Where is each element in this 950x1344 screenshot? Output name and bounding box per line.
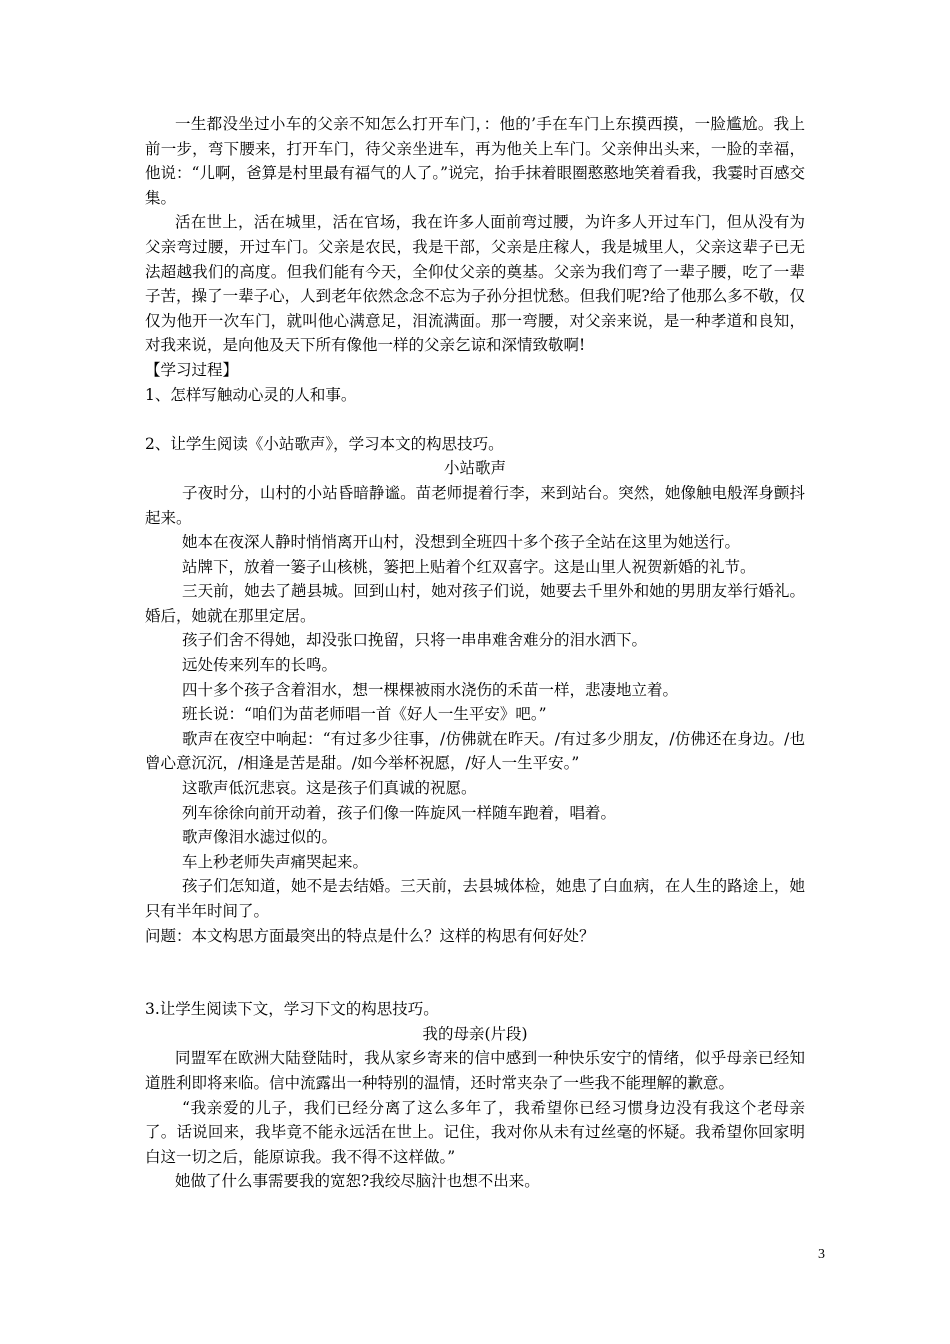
story1-paragraph: 这歌声低沉悲哀。这是孩子们真诚的祝愿。	[182, 779, 477, 798]
story1-paragraph: 她本在夜深人静时悄悄离开山村，没想到全班四十多个孩子全站在这里为她送行。	[182, 533, 741, 552]
story2-paragraph: “我亲爱的儿子，我们已经分离了这么多年了，我希望你已经习惯身边没有我这个老母亲了。话说回来，我毕竟不能永远活在世上。记住，我对你从未有过丝毫的怀疑。我希望你回家明白这一切之后，能原谅我。我不得不这样做。”	[145, 1098, 805, 1166]
story1-paragraph: 四十多个孩子含着泪水，想一棵棵被雨水浇伤的禾苗一样，悲凄地立着。	[182, 680, 679, 699]
section-heading: 【学习过程】	[145, 360, 239, 379]
story1-paragraph: 歌声在夜空中响起：“有过多少往事，/仿佛就在昨天。/有过多少朋友，/仿佛还在身边。/也曾心意沉沉，/相逢是苦是甜。/如今举杯祝愿，/好人一生平安。”	[145, 729, 805, 773]
story2-title: 我的母亲(片段)	[422, 1024, 528, 1043]
page-number: 3	[818, 1247, 825, 1262]
study-item-2: 2、让学生阅读《小站歌声》，学习本文的构思技巧。	[145, 434, 504, 453]
story1-paragraph: 站牌下，放着一篓子山核桃，篓把上贴着个红双喜字。这是山里人祝贺新婚的礼节。	[182, 557, 756, 576]
story1-paragraph: 车上秒老师失声痛哭起来。	[182, 852, 369, 871]
story1-paragraph: 三天前，她去了趟县城。回到山村，她对孩子们说，她要去千里外和她的男朋友举行婚礼。婚后，她就在那里定居。	[145, 582, 805, 625]
story1-title: 小站歌声	[443, 459, 506, 478]
study-item-1: 1、怎样写触动心灵的人和事。	[145, 385, 357, 404]
story2-paragraph: 她做了什么事需要我的宽恕?我绞尽脑汁也想不出来。	[175, 1172, 540, 1191]
intro-paragraph-1: 一生都没坐过小车的父亲不知怎么打开车门，：他的’手在车门上东摸西摸，一脸尴尬。我上前一步，弯下腰来，打开车门，待父亲坐进车，再为他关上车门。父亲伸出头来，一脸的幸福，他说：“儿啊，爸算是村里最有福气的人了。”说完，抬手抹着眼圈憨憨地笑着看我，我霎时百感交集。	[145, 115, 805, 207]
spacer	[145, 948, 805, 997]
story1-paragraph: 歌声像泪水滤过似的。	[182, 828, 338, 847]
story1-paragraph: 列车徐徐向前开动着，孩子们像一阵旋风一样随车跑着，唱着。	[182, 803, 617, 822]
story2-paragraph: 同盟军在欧洲大陆登陆时，我从家乡寄来的信中感到一种快乐安宁的情绪，似乎母亲已经知道胜利即将来临。信中流露出一种特别的温情，还时常夹杂了一些我不能理解的歉意。	[145, 1049, 805, 1092]
story1-question: 问题：本文构思方面最突出的特点是什么？这样的构思有何好处？	[145, 926, 595, 945]
study-item-3: 3.让学生阅读下文，学习下文的构思技巧。	[145, 1000, 439, 1019]
document-page	[145, 112, 805, 1194]
story1-paragraph: 子夜时分，山村的小站昏暗静谧。苗老师提着行李，来到站台。突然，她像触电般浑身颤抖起来。	[145, 483, 805, 527]
intro-paragraph-2: 活在世上，活在城里，活在官场，我在许多人面前弯过腰，为许多人开过车门，但从没有为父亲弯过腰，开过车门。父亲是农民，我是干部，父亲是庄稼人，我是城里人，父亲这辈子已无法超越我们的高度。但我们能有今天，全仰仗父亲的奠基。父亲为我们弯了一辈子腰，吃了一辈子苦，操了一辈子心，人到老年依然念念不忘为子孙分担忧愁。但我们呢?给了他那么多不敬，仅仅为他开一次车门，就叫他心满意足，泪流满面。那一弯腰，对父亲来说，是一种孝道和良知，对我来说，是向他及天下所有像他一样的父亲乞谅和深情致敬啊!	[145, 213, 805, 355]
story1-paragraph: 班长说：“咱们为苗老师唱一首《好人一生平安》吧。”	[182, 705, 547, 724]
spacer	[145, 407, 805, 432]
story1-paragraph: 孩子们怎知道，她不是去结婚。三天前，去县城体检，她患了白血病，在人生的路途上，她只有半年时间了。	[145, 877, 805, 920]
story1-paragraph: 远处传来列车的长鸣。	[182, 656, 338, 675]
story1-paragraph: 孩子们舍不得她，却没张口挽留，只将一串串难舍难分的泪水洒下。	[182, 631, 648, 650]
